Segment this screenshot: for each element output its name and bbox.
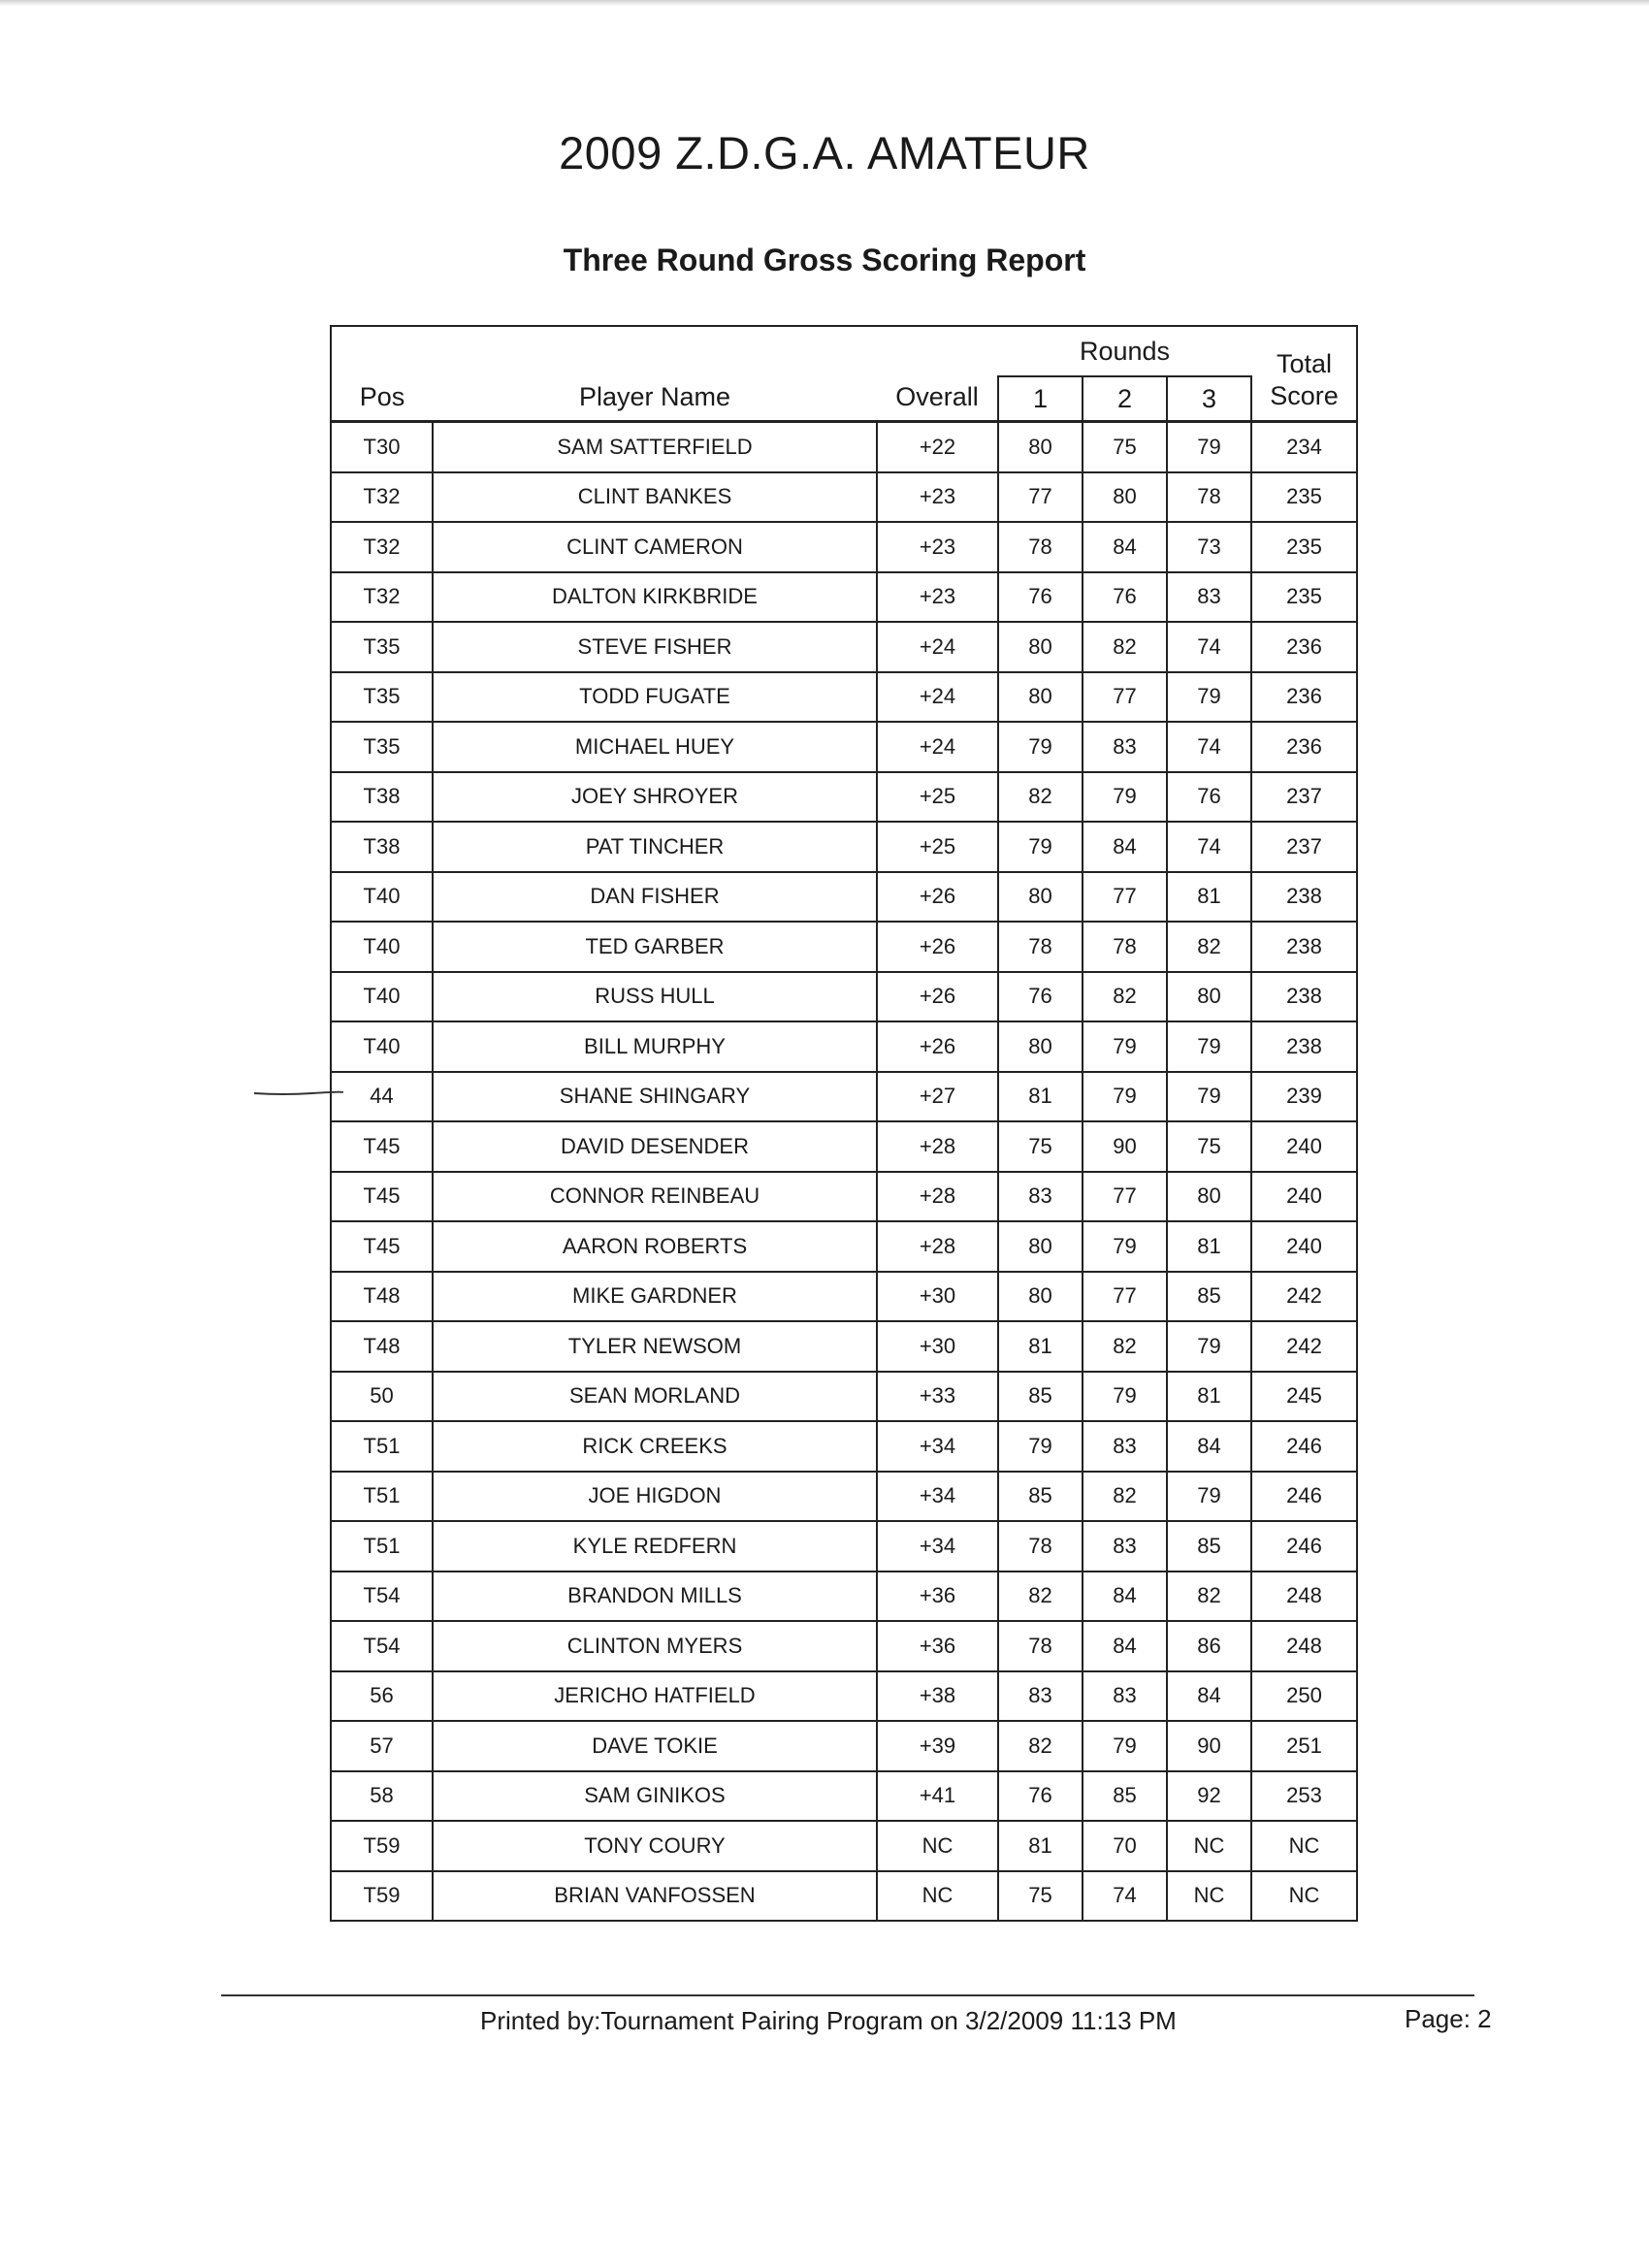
- pos-cell: T59: [331, 1821, 433, 1871]
- pen-mark: [254, 1090, 343, 1096]
- overall-cell: NC: [877, 1871, 998, 1922]
- round-3-cell: 74: [1167, 722, 1251, 772]
- round-3-cell: NC: [1167, 1871, 1251, 1922]
- overall-cell: +22: [877, 422, 998, 472]
- total-score-cell: 234: [1251, 422, 1357, 472]
- player-name-cell: TODD FUGATE: [433, 672, 877, 723]
- pos-cell: 57: [331, 1721, 433, 1771]
- round-1-cell: 78: [998, 1621, 1083, 1671]
- round-1-cell: 82: [998, 1721, 1083, 1771]
- pos-cell: T45: [331, 1121, 433, 1172]
- total-score-cell: 246: [1251, 1521, 1357, 1571]
- round-1-cell: 76: [998, 572, 1083, 623]
- round-3-cell: 79: [1167, 1321, 1251, 1372]
- round-1-cell: 76: [998, 972, 1083, 1022]
- round-1-cell: 80: [998, 1021, 1083, 1072]
- total-score-cell: NC: [1251, 1821, 1357, 1871]
- player-name-cell: JOEY SHROYER: [433, 772, 877, 823]
- overall-cell: +34: [877, 1472, 998, 1522]
- round-2-cell: 82: [1083, 1472, 1167, 1522]
- pos-cell: 44: [331, 1072, 433, 1122]
- round-1-cell: 85: [998, 1372, 1083, 1422]
- total-score-cell: 237: [1251, 822, 1357, 872]
- round-2-header: 2: [1083, 376, 1167, 422]
- pos-cell: T45: [331, 1172, 433, 1222]
- page-number: Page: 2: [1405, 2004, 1492, 2033]
- total-score-cell: 251: [1251, 1721, 1357, 1771]
- pos-cell: T35: [331, 622, 433, 672]
- round-3-cell: 86: [1167, 1621, 1251, 1671]
- round-2-cell: 77: [1083, 872, 1167, 923]
- overall-cell: +26: [877, 972, 998, 1022]
- total-score-header: Total Score: [1270, 349, 1339, 410]
- table-row: [331, 672, 1357, 723]
- round-3-cell: 82: [1167, 922, 1251, 972]
- scoring-table: [330, 325, 1358, 1922]
- player-name-cell: JOE HIGDON: [433, 1472, 877, 1522]
- overall-cell: +27: [877, 1072, 998, 1122]
- table-row: [331, 1721, 1357, 1771]
- round-3-cell: 80: [1167, 972, 1251, 1022]
- rounds-header: Rounds: [1079, 336, 1171, 366]
- overall-cell: +26: [877, 872, 998, 923]
- table-row: [331, 1521, 1357, 1571]
- overall-cell: +34: [877, 1521, 998, 1571]
- round-1-cell: 83: [998, 1671, 1083, 1722]
- player-name-cell: RUSS HULL: [433, 972, 877, 1022]
- player-name-cell: TONY COURY: [433, 1821, 877, 1871]
- round-2-cell: 76: [1083, 572, 1167, 623]
- player-name-cell: TED GARBER: [433, 922, 877, 972]
- table-row: [331, 972, 1357, 1022]
- total-score-cell: 245: [1251, 1372, 1357, 1422]
- pos-cell: T45: [331, 1221, 433, 1272]
- round-2-cell: 78: [1083, 922, 1167, 972]
- total-score-cell: 236: [1251, 622, 1357, 672]
- total-score-cell: 236: [1251, 672, 1357, 723]
- round-1-cell: 83: [998, 1172, 1083, 1222]
- overall-cell: +23: [877, 522, 998, 572]
- player-name-header: Player Name: [578, 382, 731, 411]
- overall-cell: +23: [877, 572, 998, 623]
- round-3-cell: 92: [1167, 1771, 1251, 1822]
- pos-cell: T51: [331, 1421, 433, 1472]
- overall-cell: +23: [877, 472, 998, 523]
- overall-cell: +24: [877, 722, 998, 772]
- round-1-cell: 80: [998, 872, 1083, 923]
- table-row: [331, 1771, 1357, 1822]
- table-row: [331, 1871, 1357, 1922]
- total-score-cell: 240: [1251, 1172, 1357, 1222]
- total-score-cell: 238: [1251, 972, 1357, 1022]
- player-name-cell: JERICHO HATFIELD: [433, 1671, 877, 1722]
- round-1-cell: 78: [998, 1521, 1083, 1571]
- pos-cell: T54: [331, 1621, 433, 1671]
- total-score-cell: 246: [1251, 1421, 1357, 1472]
- round-3-cell: 76: [1167, 772, 1251, 823]
- round-2-cell: 79: [1083, 1221, 1167, 1272]
- total-score-cell: 235: [1251, 572, 1357, 623]
- player-name-cell: SAM SATTERFIELD: [433, 422, 877, 472]
- round-2-cell: 79: [1083, 1372, 1167, 1422]
- total-score-cell: 240: [1251, 1221, 1357, 1272]
- total-score-cell: 248: [1251, 1571, 1357, 1622]
- round-2-cell: 84: [1083, 1571, 1167, 1622]
- round-1-cell: 79: [998, 822, 1083, 872]
- table-row: [331, 872, 1357, 923]
- table-row: [331, 1021, 1357, 1072]
- table-row: [331, 1172, 1357, 1222]
- total-score-cell: 235: [1251, 522, 1357, 572]
- total-score-cell: 236: [1251, 722, 1357, 772]
- round-2-cell: 83: [1083, 722, 1167, 772]
- round-3-cell: 80: [1167, 1172, 1251, 1222]
- overall-cell: +25: [877, 822, 998, 872]
- round-1-cell: 80: [998, 422, 1083, 472]
- round-2-cell: 79: [1083, 1021, 1167, 1072]
- round-1-cell: 78: [998, 922, 1083, 972]
- player-name-cell: CONNOR REINBEAU: [433, 1172, 877, 1222]
- overall-cell: +26: [877, 1021, 998, 1072]
- pos-cell: T40: [331, 1021, 433, 1072]
- pos-cell: 58: [331, 1771, 433, 1822]
- round-3-cell: 79: [1167, 1472, 1251, 1522]
- total-score-cell: 253: [1251, 1771, 1357, 1822]
- player-name-cell: BRANDON MILLS: [433, 1571, 877, 1622]
- table-row: [331, 1571, 1357, 1622]
- overall-cell: +38: [877, 1671, 998, 1722]
- round-3-cell: 84: [1167, 1421, 1251, 1472]
- table-row: [331, 1421, 1357, 1472]
- player-name-cell: RICK CREEKS: [433, 1421, 877, 1472]
- round-1-cell: 82: [998, 1571, 1083, 1622]
- total-score-cell: NC: [1251, 1871, 1357, 1922]
- round-2-cell: 82: [1083, 972, 1167, 1022]
- overall-cell: +28: [877, 1121, 998, 1172]
- total-score-cell: 240: [1251, 1121, 1357, 1172]
- player-name-cell: MICHAEL HUEY: [433, 722, 877, 772]
- pos-cell: T40: [331, 922, 433, 972]
- round-2-cell: 84: [1083, 1621, 1167, 1671]
- overall-cell: +28: [877, 1221, 998, 1272]
- round-3-cell: 79: [1167, 422, 1251, 472]
- table-row: [331, 722, 1357, 772]
- round-2-cell: 83: [1083, 1421, 1167, 1472]
- player-name-cell: BILL MURPHY: [433, 1021, 877, 1072]
- round-3-cell: 73: [1167, 522, 1251, 572]
- round-3-cell: 81: [1167, 872, 1251, 923]
- total-score-cell: 242: [1251, 1272, 1357, 1322]
- round-2-cell: 77: [1083, 1172, 1167, 1222]
- table-row: [331, 422, 1357, 472]
- player-name-cell: DALTON KIRKBRIDE: [433, 572, 877, 623]
- table-row: [331, 1621, 1357, 1671]
- round-3-cell: 90: [1167, 1721, 1251, 1771]
- round-1-cell: 79: [998, 1421, 1083, 1472]
- round-1-header: 1: [998, 376, 1083, 422]
- round-1-cell: 80: [998, 1272, 1083, 1322]
- round-3-cell: 79: [1167, 1072, 1251, 1122]
- round-2-cell: 85: [1083, 1771, 1167, 1822]
- table-row: [331, 1372, 1357, 1422]
- pos-cell: T35: [331, 672, 433, 723]
- round-2-cell: 79: [1083, 1072, 1167, 1122]
- round-2-cell: 83: [1083, 1671, 1167, 1722]
- player-name-cell: MIKE GARDNER: [433, 1272, 877, 1322]
- pos-cell: T32: [331, 472, 433, 523]
- table-row: [331, 1272, 1357, 1322]
- total-score-cell: 248: [1251, 1621, 1357, 1671]
- round-3-cell: 74: [1167, 622, 1251, 672]
- player-name-cell: STEVE FISHER: [433, 622, 877, 672]
- round-2-cell: 84: [1083, 522, 1167, 572]
- round-1-cell: 81: [998, 1321, 1083, 1372]
- total-score-cell: 250: [1251, 1671, 1357, 1722]
- scan-top-edge: [0, 0, 1649, 6]
- total-score-cell: 237: [1251, 772, 1357, 823]
- overall-cell: +33: [877, 1372, 998, 1422]
- player-name-cell: SAM GINIKOS: [433, 1771, 877, 1822]
- pos-cell: T35: [331, 722, 433, 772]
- round-3-cell: 78: [1167, 472, 1251, 523]
- pos-cell: 50: [331, 1372, 433, 1422]
- round-2-cell: 90: [1083, 1121, 1167, 1172]
- round-3-cell: 79: [1167, 672, 1251, 723]
- pos-cell: T48: [331, 1321, 433, 1372]
- round-2-cell: 77: [1083, 1272, 1167, 1322]
- total-score-cell: 246: [1251, 1472, 1357, 1522]
- overall-cell: +36: [877, 1571, 998, 1622]
- pos-header: Pos: [359, 382, 405, 411]
- total-score-cell: 238: [1251, 872, 1357, 923]
- round-2-cell: 75: [1083, 422, 1167, 472]
- overall-cell: +26: [877, 922, 998, 972]
- round-2-cell: 77: [1083, 672, 1167, 723]
- round-1-cell: 80: [998, 1221, 1083, 1272]
- round-1-cell: 82: [998, 772, 1083, 823]
- round-3-cell: 81: [1167, 1221, 1251, 1272]
- pos-cell: T40: [331, 972, 433, 1022]
- overall-cell: +28: [877, 1172, 998, 1222]
- table-row: [331, 1072, 1357, 1122]
- table-row: [331, 1472, 1357, 1522]
- pos-cell: T30: [331, 422, 433, 472]
- player-name-cell: CLINT BANKES: [433, 472, 877, 523]
- table-row: [331, 472, 1357, 523]
- pos-cell: T32: [331, 572, 433, 623]
- round-2-cell: 79: [1083, 1721, 1167, 1771]
- table-row: [331, 822, 1357, 872]
- page-title: 2009 Z.D.G.A. AMATEUR: [559, 127, 1090, 178]
- pos-cell: T38: [331, 772, 433, 823]
- total-score-cell: 238: [1251, 1021, 1357, 1072]
- round-1-cell: 81: [998, 1821, 1083, 1871]
- pos-cell: T32: [331, 522, 433, 572]
- round-2-cell: 80: [1083, 472, 1167, 523]
- overall-cell: +25: [877, 772, 998, 823]
- round-1-cell: 77: [998, 472, 1083, 523]
- overall-cell: +34: [877, 1421, 998, 1472]
- total-score-cell: 242: [1251, 1321, 1357, 1372]
- round-2-cell: 70: [1083, 1821, 1167, 1871]
- table-row: [331, 772, 1357, 823]
- player-name-cell: PAT TINCHER: [433, 822, 877, 872]
- round-3-header: 3: [1167, 376, 1251, 422]
- overall-cell: +36: [877, 1621, 998, 1671]
- round-3-cell: 75: [1167, 1121, 1251, 1172]
- footer-rule: [221, 1994, 1474, 1996]
- round-1-cell: 80: [998, 672, 1083, 723]
- table-row: [331, 522, 1357, 572]
- round-1-cell: 85: [998, 1472, 1083, 1522]
- player-name-cell: BRIAN VANFOSSEN: [433, 1871, 877, 1922]
- pos-cell: T40: [331, 872, 433, 923]
- round-3-cell: 83: [1167, 572, 1251, 623]
- overall-cell: +30: [877, 1321, 998, 1372]
- table-row: [331, 572, 1357, 623]
- round-3-cell: 85: [1167, 1521, 1251, 1571]
- player-name-cell: DAVE TOKIE: [433, 1721, 877, 1771]
- pos-cell: 56: [331, 1671, 433, 1722]
- player-name-cell: SEAN MORLAND: [433, 1372, 877, 1422]
- printed-by-text: Printed by:Tournament Pairing Program on 3/2/2009 11:13 PM: [480, 2006, 1177, 2035]
- overall-cell: +24: [877, 672, 998, 723]
- player-name-cell: DAVID DESENDER: [433, 1121, 877, 1172]
- overall-cell: NC: [877, 1821, 998, 1871]
- overall-cell: +39: [877, 1721, 998, 1771]
- player-name-cell: KYLE REDFERN: [433, 1521, 877, 1571]
- round-1-cell: 78: [998, 522, 1083, 572]
- round-3-cell: 79: [1167, 1021, 1251, 1072]
- player-name-cell: AARON ROBERTS: [433, 1221, 877, 1272]
- round-1-cell: 79: [998, 722, 1083, 772]
- round-3-cell: NC: [1167, 1821, 1251, 1871]
- player-name-cell: TYLER NEWSOM: [433, 1321, 877, 1372]
- pos-cell: T38: [331, 822, 433, 872]
- overall-cell: +41: [877, 1771, 998, 1822]
- round-1-cell: 80: [998, 622, 1083, 672]
- pos-cell: T51: [331, 1521, 433, 1571]
- player-name-cell: CLINT CAMERON: [433, 522, 877, 572]
- overall-cell: +24: [877, 622, 998, 672]
- overall-cell: +30: [877, 1272, 998, 1322]
- overall-header: Overall: [895, 382, 979, 411]
- round-2-cell: 83: [1083, 1521, 1167, 1571]
- total-score-cell: 235: [1251, 472, 1357, 523]
- table-row: [331, 1221, 1357, 1272]
- table-row: [331, 922, 1357, 972]
- table-row: [331, 1821, 1357, 1871]
- round-1-cell: 75: [998, 1871, 1083, 1922]
- round-2-cell: 82: [1083, 622, 1167, 672]
- round-1-cell: 81: [998, 1072, 1083, 1122]
- player-name-cell: CLINTON MYERS: [433, 1621, 877, 1671]
- pos-cell: T48: [331, 1272, 433, 1322]
- report-subtitle: Three Round Gross Scoring Report: [563, 243, 1086, 277]
- round-3-cell: 74: [1167, 822, 1251, 872]
- round-3-cell: 84: [1167, 1671, 1251, 1722]
- round-2-cell: 74: [1083, 1871, 1167, 1922]
- round-3-cell: 82: [1167, 1571, 1251, 1622]
- round-2-cell: 84: [1083, 822, 1167, 872]
- round-3-cell: 85: [1167, 1272, 1251, 1322]
- table-row: [331, 622, 1357, 672]
- pos-cell: T54: [331, 1571, 433, 1622]
- round-1-cell: 76: [998, 1771, 1083, 1822]
- round-2-cell: 82: [1083, 1321, 1167, 1372]
- round-2-cell: 79: [1083, 772, 1167, 823]
- table-row: [331, 1671, 1357, 1722]
- total-score-cell: 238: [1251, 922, 1357, 972]
- table-body: [331, 422, 1357, 1922]
- round-1-cell: 75: [998, 1121, 1083, 1172]
- round-3-cell: 81: [1167, 1372, 1251, 1422]
- total-score-cell: 239: [1251, 1072, 1357, 1122]
- player-name-cell: SHANE SHINGARY: [433, 1072, 877, 1122]
- pos-cell: T59: [331, 1871, 433, 1922]
- table-row: [331, 1121, 1357, 1172]
- table-row: [331, 1321, 1357, 1372]
- player-name-cell: DAN FISHER: [433, 872, 877, 923]
- pos-cell: T51: [331, 1472, 433, 1522]
